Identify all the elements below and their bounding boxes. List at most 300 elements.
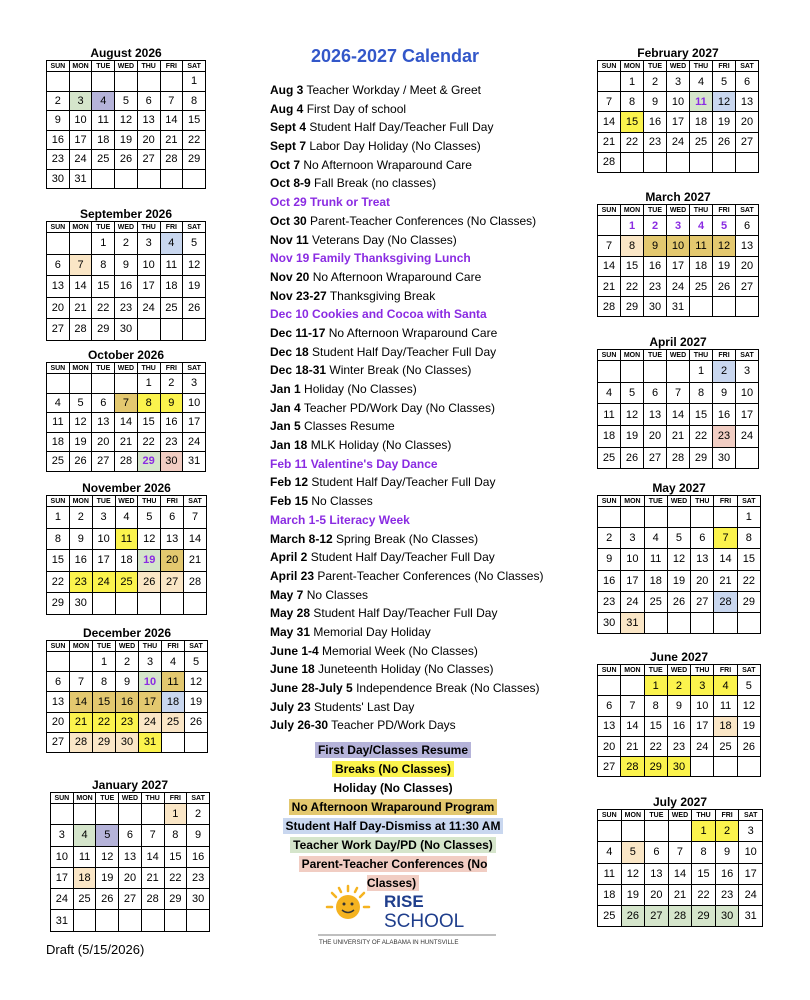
day-cell: 3 [51, 825, 74, 846]
day-cell: 21 [141, 867, 164, 888]
day-cell: 21 [160, 130, 183, 150]
event-item [270, 511, 580, 530]
day-cell: 16 [667, 716, 690, 736]
day-cell: 25 [598, 447, 621, 469]
day-cell: 25 [160, 297, 183, 319]
day-cell: 27 [691, 591, 714, 612]
day-cell: 11 [47, 413, 70, 433]
day-cell: 27 [92, 452, 115, 472]
month-title: October 2026 [87, 348, 165, 362]
day-cell: 23 [115, 297, 138, 319]
day-cell: 7 [160, 91, 183, 111]
weekday-header: TUE [92, 222, 115, 233]
day-cell: 29 [47, 593, 70, 615]
day-cell: 11 [690, 236, 713, 256]
day-cell: 25 [598, 906, 622, 927]
day-cell: 4 [598, 382, 621, 404]
day-cell: 13 [92, 413, 115, 433]
event-item [270, 156, 580, 175]
day-cell: 27 [47, 319, 70, 341]
empty-cell [161, 593, 184, 615]
day-cell: 2 [667, 676, 690, 696]
day-cell: 25 [690, 132, 713, 152]
day-cell: 24 [137, 297, 160, 319]
day-cell: 31 [183, 452, 206, 472]
legend-item [280, 760, 506, 779]
day-cell: 12 [713, 92, 736, 112]
empty-cell [141, 804, 164, 825]
empty-cell [138, 593, 161, 615]
day-cell: 23 [667, 736, 690, 756]
day-cell: 18 [644, 570, 667, 591]
day-cell: 28 [598, 152, 621, 172]
day-cell: 26 [737, 736, 760, 756]
day-cell: 9 [69, 528, 92, 550]
month-grid [597, 204, 759, 317]
empty-cell [668, 821, 692, 842]
day-cell: 22 [737, 570, 760, 591]
day-cell: 15 [690, 404, 713, 426]
day-cell: 29 [690, 447, 713, 469]
empty-cell [691, 757, 714, 777]
day-cell: 3 [137, 233, 160, 255]
day-cell: 19 [185, 692, 208, 712]
day-cell: 17 [183, 413, 206, 433]
weekday-header: SAT [184, 496, 207, 507]
event-date: Oct 8-9 [270, 176, 311, 191]
weekday-header: FRI [713, 350, 736, 361]
weekday-header: SUN [47, 496, 70, 507]
day-cell: 28 [621, 757, 644, 777]
day-cell: 6 [137, 91, 160, 111]
empty-cell [644, 152, 667, 172]
event-date: June 18 [270, 662, 315, 677]
month-grid [597, 664, 761, 777]
month-title: July 2027 [652, 795, 708, 809]
weekday-header: TUE [96, 793, 119, 804]
day-cell: 29 [92, 319, 115, 341]
day-cell: 23 [644, 132, 667, 152]
day-cell: 18 [73, 867, 96, 888]
event-date: Sept 4 [270, 120, 307, 135]
day-cell: 22 [92, 297, 115, 319]
month-grid [597, 60, 759, 173]
weekday-header: THU [692, 810, 716, 821]
day-cell: 18 [690, 112, 713, 132]
month-title: January 2027 [91, 778, 169, 792]
weekday-header: MON [621, 810, 645, 821]
event-text: First Day of school [306, 101, 407, 116]
legend-item [280, 798, 506, 817]
day-cell: 17 [736, 404, 759, 426]
weekday-header: MON [69, 496, 92, 507]
day-cell: 17 [139, 692, 162, 712]
day-cell: 1 [621, 216, 644, 236]
weekday-header: MON [621, 61, 644, 72]
empty-cell [164, 910, 187, 931]
day-cell: 13 [47, 692, 70, 712]
event-item [270, 455, 580, 474]
empty-cell [691, 612, 714, 633]
day-cell: 23 [160, 432, 183, 452]
event-item [270, 436, 580, 455]
rise-school-logo [318, 880, 496, 948]
day-cell: 5 [115, 91, 138, 111]
day-cell: 20 [736, 112, 759, 132]
day-cell: 17 [69, 130, 92, 150]
weekday-header: SUN [598, 496, 621, 507]
empty-cell [137, 319, 160, 341]
day-cell: 30 [667, 757, 690, 777]
event-date: March 1-5 Literacy Week [270, 512, 410, 527]
day-cell: 1 [692, 821, 716, 842]
legend-label: Breaks (No Classes) [332, 761, 454, 777]
day-cell: 16 [644, 256, 667, 276]
legend-label: Student Half Day-Dismiss at 11:30 AM [283, 818, 504, 834]
month-title: June 2027 [649, 650, 709, 664]
day-cell: 9 [187, 825, 210, 846]
event-item [270, 679, 580, 698]
sun-icon [327, 886, 369, 919]
weekday-header: WED [667, 61, 690, 72]
weekday-header: MON [73, 793, 96, 804]
weekday-header: THU [690, 350, 713, 361]
empty-cell [160, 319, 183, 341]
day-cell: 11 [160, 254, 183, 276]
day-cell: 21 [598, 132, 621, 152]
day-cell: 30 [598, 612, 621, 633]
event-item [270, 417, 580, 436]
day-cell: 26 [96, 889, 119, 910]
weekday-header: SAT [183, 61, 206, 72]
day-cell: 1 [690, 361, 713, 383]
day-cell: 14 [115, 413, 138, 433]
event-date: July 23 [270, 699, 311, 714]
empty-cell [621, 821, 645, 842]
weekday-header: FRI [715, 810, 739, 821]
day-cell: 21 [714, 570, 737, 591]
day-cell: 11 [714, 696, 737, 716]
day-cell: 11 [92, 111, 115, 131]
day-cell: 6 [119, 825, 142, 846]
day-cell: 26 [115, 150, 138, 170]
day-cell: 2 [187, 804, 210, 825]
day-cell: 5 [185, 652, 208, 672]
empty-cell [737, 612, 760, 633]
day-cell: 1 [47, 507, 70, 529]
day-cell: 24 [621, 591, 644, 612]
weekday-header: WED [667, 496, 690, 507]
event-text: Student Half Day/Teacher Full Day [313, 606, 498, 621]
event-text: Memorial Day Holiday [313, 624, 431, 639]
day-cell: 25 [162, 712, 185, 732]
weekday-header: MON [69, 61, 92, 72]
day-cell: 8 [47, 528, 70, 550]
event-text: Teacher PD/Work Days [331, 718, 456, 733]
day-cell: 2 [644, 216, 667, 236]
day-cell: 24 [51, 889, 74, 910]
day-cell: 8 [164, 825, 187, 846]
legend-item [280, 779, 506, 798]
month-grid [46, 221, 206, 341]
day-cell: 9 [715, 842, 739, 863]
day-cell: 15 [644, 716, 667, 736]
logo-tagline: THE UNIVERSITY OF ALABAMA IN HUNTSVILLE [319, 939, 459, 946]
day-cell: 18 [690, 256, 713, 276]
event-text: Teacher Workday / Meet & Greet [306, 83, 481, 97]
weekday-header: SAT [737, 496, 760, 507]
event-item [270, 249, 580, 268]
day-cell: 20 [47, 712, 70, 732]
day-cell: 9 [115, 254, 138, 276]
empty-cell [73, 804, 96, 825]
month-title: December 2026 [82, 626, 172, 640]
day-cell: 17 [51, 867, 74, 888]
month-grid [46, 640, 208, 753]
day-cell: 18 [598, 426, 621, 448]
month-calendar [597, 46, 759, 173]
event-item [270, 380, 580, 399]
day-cell: 5 [621, 382, 644, 404]
empty-cell [96, 910, 119, 931]
day-cell: 25 [714, 736, 737, 756]
event-date: Nov 20 [270, 269, 310, 284]
event-date: Oct 7 [270, 157, 301, 172]
day-cell: 15 [183, 111, 206, 131]
month-grid [50, 792, 210, 932]
day-cell: 29 [137, 452, 160, 472]
empty-cell [92, 593, 115, 615]
empty-cell [667, 507, 690, 528]
day-cell: 2 [160, 374, 183, 394]
day-cell: 26 [713, 132, 736, 152]
event-item [270, 137, 580, 156]
day-cell: 30 [47, 169, 70, 189]
day-cell: 19 [713, 112, 736, 132]
weekday-header: TUE [92, 363, 115, 374]
event-date: Aug 3 [270, 83, 304, 97]
day-cell: 20 [691, 570, 714, 591]
month-calendar [597, 795, 763, 927]
empty-cell [51, 804, 74, 825]
weekday-header: WED [667, 205, 690, 216]
weekday-header: SAT [739, 810, 763, 821]
day-cell: 22 [692, 884, 716, 905]
day-cell: 21 [668, 884, 692, 905]
day-cell: 21 [69, 297, 92, 319]
day-cell: 4 [644, 528, 667, 549]
day-cell: 10 [69, 111, 92, 131]
day-cell: 3 [621, 528, 644, 549]
day-cell: 16 [160, 413, 183, 433]
day-cell: 12 [621, 404, 644, 426]
day-cell: 13 [644, 404, 667, 426]
day-cell: 9 [598, 549, 621, 570]
day-cell: 24 [69, 150, 92, 170]
day-cell: 17 [137, 276, 160, 298]
day-cell: 20 [92, 432, 115, 452]
empty-cell [621, 152, 644, 172]
month-calendar [46, 481, 207, 615]
day-cell: 26 [138, 571, 161, 593]
weekday-header: FRI [160, 222, 183, 233]
weekday-header: SUN [51, 793, 74, 804]
day-cell: 15 [621, 112, 644, 132]
day-cell: 25 [690, 276, 713, 296]
day-cell: 14 [598, 256, 621, 276]
day-cell: 29 [692, 906, 716, 927]
day-cell: 24 [739, 884, 763, 905]
event-item [270, 343, 580, 362]
empty-cell [92, 374, 115, 394]
event-item [270, 118, 580, 137]
event-text: MLK Holiday (No Classes) [310, 438, 452, 453]
day-cell: 9 [644, 236, 667, 256]
day-cell: 23 [47, 150, 70, 170]
event-item [270, 305, 580, 324]
day-cell: 2 [644, 72, 667, 92]
day-cell: 27 [644, 447, 667, 469]
day-cell: 16 [116, 692, 139, 712]
weekday-header: FRI [160, 61, 183, 72]
day-cell: 22 [137, 432, 160, 452]
day-cell: 5 [713, 216, 736, 236]
weekday-header: FRI [713, 61, 736, 72]
empty-cell [137, 72, 160, 92]
day-cell: 7 [69, 254, 92, 276]
day-cell: 28 [160, 150, 183, 170]
day-cell: 24 [139, 712, 162, 732]
day-cell: 23 [116, 712, 139, 732]
day-cell: 13 [161, 528, 184, 550]
day-cell: 8 [183, 91, 206, 111]
weekday-header: SAT [187, 793, 210, 804]
day-cell: 3 [736, 361, 759, 383]
day-cell: 16 [713, 404, 736, 426]
day-cell: 22 [183, 130, 206, 150]
day-cell: 28 [115, 452, 138, 472]
day-cell: 17 [621, 570, 644, 591]
day-cell: 6 [161, 507, 184, 529]
day-cell: 1 [164, 804, 187, 825]
event-date: Nov 19 Family Thanksgiving Lunch [270, 251, 471, 266]
day-cell: 13 [691, 549, 714, 570]
event-text: No Classes [311, 494, 373, 509]
legend-label: First Day/Classes Resume [315, 742, 471, 758]
empty-cell [644, 507, 667, 528]
day-cell: 4 [73, 825, 96, 846]
day-cell: 8 [137, 393, 160, 413]
day-cell: 27 [137, 150, 160, 170]
event-text: No Afternoon Wraparound Care [328, 325, 498, 340]
day-cell: 24 [92, 571, 115, 593]
day-cell: 13 [137, 111, 160, 131]
day-cell: 12 [713, 236, 736, 256]
empty-cell [183, 169, 206, 189]
event-item [270, 642, 580, 661]
month-grid [597, 495, 761, 634]
weekday-header: TUE [92, 61, 115, 72]
day-cell: 10 [92, 528, 115, 550]
day-cell: 4 [160, 233, 183, 255]
day-cell: 3 [739, 821, 763, 842]
day-cell: 22 [164, 867, 187, 888]
empty-cell [690, 297, 713, 317]
day-cell: 14 [714, 549, 737, 570]
empty-cell [667, 361, 690, 383]
day-cell: 1 [621, 72, 644, 92]
empty-cell [70, 652, 93, 672]
weekday-header: SAT [736, 61, 759, 72]
weekday-header: MON [621, 665, 644, 676]
month-title: September 2026 [79, 207, 173, 221]
day-cell: 31 [621, 612, 644, 633]
event-item [270, 174, 580, 193]
empty-cell [185, 732, 208, 752]
event-item [270, 361, 580, 380]
color-legend [280, 741, 506, 890]
event-item [270, 530, 580, 549]
empty-cell [92, 72, 115, 92]
event-item [270, 193, 580, 212]
month-calendar [46, 46, 206, 189]
weekday-header: SUN [47, 222, 70, 233]
day-cell: 26 [713, 276, 736, 296]
month-calendar [46, 626, 208, 753]
day-cell: 12 [621, 863, 645, 884]
day-cell: 3 [69, 91, 92, 111]
empty-cell [119, 804, 142, 825]
day-cell: 29 [621, 297, 644, 317]
day-cell: 18 [598, 884, 622, 905]
day-cell: 20 [644, 426, 667, 448]
day-cell: 6 [645, 842, 669, 863]
day-cell: 16 [644, 112, 667, 132]
event-text: Winter Break (No Classes) [329, 363, 472, 378]
day-cell: 29 [183, 150, 206, 170]
event-date: Aug 4 [270, 101, 304, 116]
day-cell: 7 [668, 842, 692, 863]
empty-cell [621, 361, 644, 383]
empty-cell [667, 152, 690, 172]
month-calendar [50, 778, 210, 932]
day-cell: 3 [691, 676, 714, 696]
event-date: June 28-July 5 [270, 681, 353, 695]
day-cell: 26 [69, 452, 92, 472]
day-cell: 19 [69, 432, 92, 452]
day-cell: 15 [93, 692, 116, 712]
day-cell: 29 [737, 591, 760, 612]
event-text: No Afternoon Wraparound Care [312, 269, 482, 284]
day-cell: 31 [51, 910, 74, 931]
day-cell: 1 [92, 233, 115, 255]
day-cell: 14 [141, 846, 164, 867]
day-cell: 13 [47, 276, 70, 298]
event-date: April 2 [270, 550, 308, 565]
event-item [270, 100, 580, 119]
day-cell: 12 [667, 549, 690, 570]
day-cell: 4 [598, 842, 622, 863]
day-cell: 8 [690, 382, 713, 404]
day-cell: 27 [161, 571, 184, 593]
weekday-header: THU [691, 496, 714, 507]
day-cell: 20 [137, 130, 160, 150]
day-cell: 26 [621, 447, 644, 469]
empty-cell [141, 910, 164, 931]
event-text: Teacher PD/Work Day (No Classes) [303, 400, 495, 415]
day-cell: 20 [161, 550, 184, 572]
empty-cell [713, 152, 736, 172]
